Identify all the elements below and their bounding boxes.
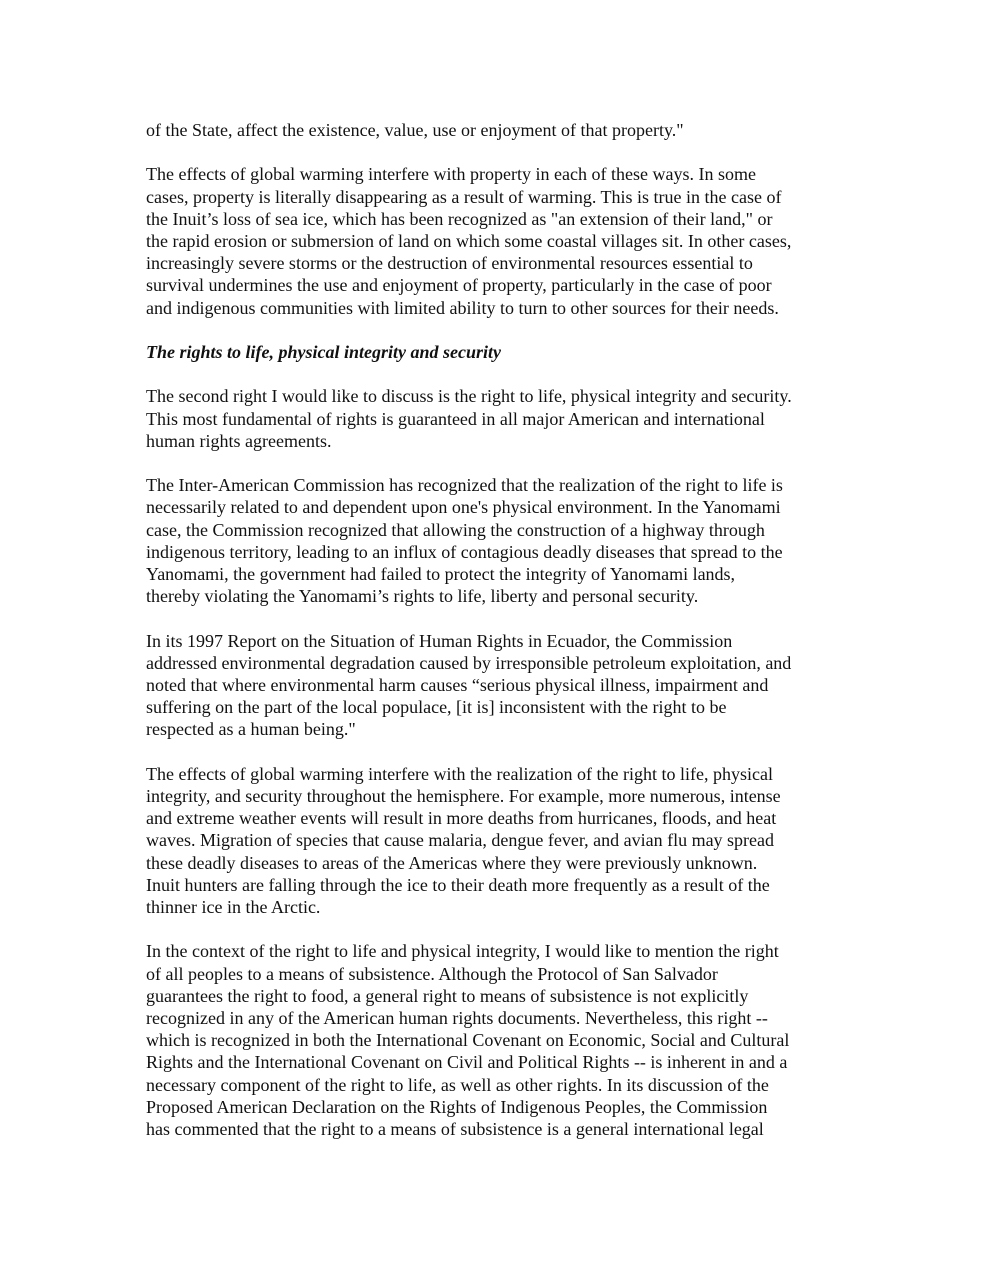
- text-line: of the State, affect the existence, value, use or enjoyment of that property.": [146, 120, 684, 140]
- text-line: necessarily related to and dependent upon one's physical environment. In the Yanomami: [146, 497, 781, 518]
- text-line: cases, property is literally disappearing as a result of warming. This is true in the case of: [146, 186, 782, 207]
- text-line: Yanomami, the government had failed to protect the integrity of Yanomami lands,: [146, 564, 736, 584]
- text-line: has commented that the right to a means of subsistence is a general international legal: [146, 1119, 764, 1140]
- text-line: increasingly severe storms or the destruction of environmental resources essential to: [146, 253, 753, 274]
- paragraph: [146, 163, 866, 318]
- text-line: the Inuit’s loss of sea ice, which has been recognized as "an extension of their land," or: [146, 208, 773, 229]
- text-line: thinner ice in the Arctic.: [146, 897, 321, 918]
- text-line: suffering on the part of the local populace, [it is] inconsistent with the right to be: [146, 697, 727, 718]
- text-line: noted that where environmental harm causes “serious physical illness, impairment and: [146, 675, 769, 695]
- text-line: of all peoples to a means of subsistence. Although the Protocol of San Salvador: [146, 963, 718, 984]
- text-line: waves. Migration of species that cause malaria, dengue fever, and avian flu may spread: [146, 830, 775, 851]
- text-line: which is recognized in both the International Covenant on Economic, Social and Cultural: [146, 1030, 790, 1051]
- text-line: and extreme weather events will result in more deaths from hurricanes, floods, and heat: [146, 808, 777, 829]
- text-line: thereby violating the Yanomami’s rights to life, liberty and personal security.: [146, 586, 699, 607]
- paragraph: [146, 940, 866, 1140]
- text-line: recognized in any of the American human rights documents. Nevertheless, this right --: [146, 1008, 768, 1029]
- text-line: respected as a human being.": [146, 719, 356, 740]
- text-line: and indigenous communities with limited ability to turn to other sources for their needs.: [146, 297, 779, 318]
- text-line: Rights and the International Covenant on Civil and Political Rights -- is inherent in and a: [146, 1052, 788, 1073]
- text-line: human rights agreements.: [146, 430, 332, 451]
- text-line: The effects of global warming interfere with property in each of these ways. In some: [146, 164, 756, 185]
- text-line: Proposed American Declaration on the Rights of Indigenous Peoples, the Commission: [146, 1096, 768, 1117]
- document-page: [146, 119, 866, 1162]
- text-line: The effects of global warming interfere with the realization of the right to life, physical: [146, 763, 773, 784]
- text-line: The rights to life, physical integrity and security: [146, 342, 501, 362]
- text-line: In its 1997 Report on the Situation of Human Rights in Ecuador, the Commission: [146, 630, 733, 651]
- text-line: In the context of the right to life and physical integrity, I would like to mention the right: [146, 941, 779, 962]
- paragraph: [146, 474, 866, 607]
- text-line: case, the Commission recognized that allowing the construction of a highway through: [146, 519, 765, 540]
- text-line: the rapid erosion or submersion of land on which some coastal villages sit. In other cases,: [146, 231, 792, 251]
- text-line: survival undermines the use and enjoyment of property, particularly in the case of poor: [146, 275, 772, 296]
- paragraph: [146, 763, 866, 918]
- text-line: The Inter-American Commission has recognized that the realization of the right to life is: [146, 475, 783, 496]
- paragraph: [146, 119, 866, 141]
- text-line: guarantees the right to food, a general right to means of subsistence is not explicitly: [146, 985, 749, 1006]
- text-line: addressed environmental degradation caused by irresponsible petroleum exploitation, and: [146, 652, 792, 673]
- text-line: The second right I would like to discuss is the right to life, physical integrity and security.: [146, 386, 792, 407]
- text-line: Inuit hunters are falling through the ice to their death more frequently as a result of the: [146, 874, 770, 895]
- paragraph: [146, 630, 866, 741]
- text-line: these deadly diseases to areas of the Americas where they were previously unknown.: [146, 852, 758, 873]
- text-line: indigenous territory, leading to an influx of contagious deadly diseases that spread to the: [146, 541, 783, 562]
- text-line: necessary component of the right to life, as well as other rights. In its discussion of the: [146, 1074, 769, 1095]
- text-line: This most fundamental of rights is guaranteed in all major American and international: [146, 408, 765, 429]
- section-heading: [146, 341, 866, 363]
- paragraph: [146, 385, 866, 452]
- text-line: integrity, and security throughout the hemisphere. For example, more numerous, intense: [146, 786, 781, 806]
